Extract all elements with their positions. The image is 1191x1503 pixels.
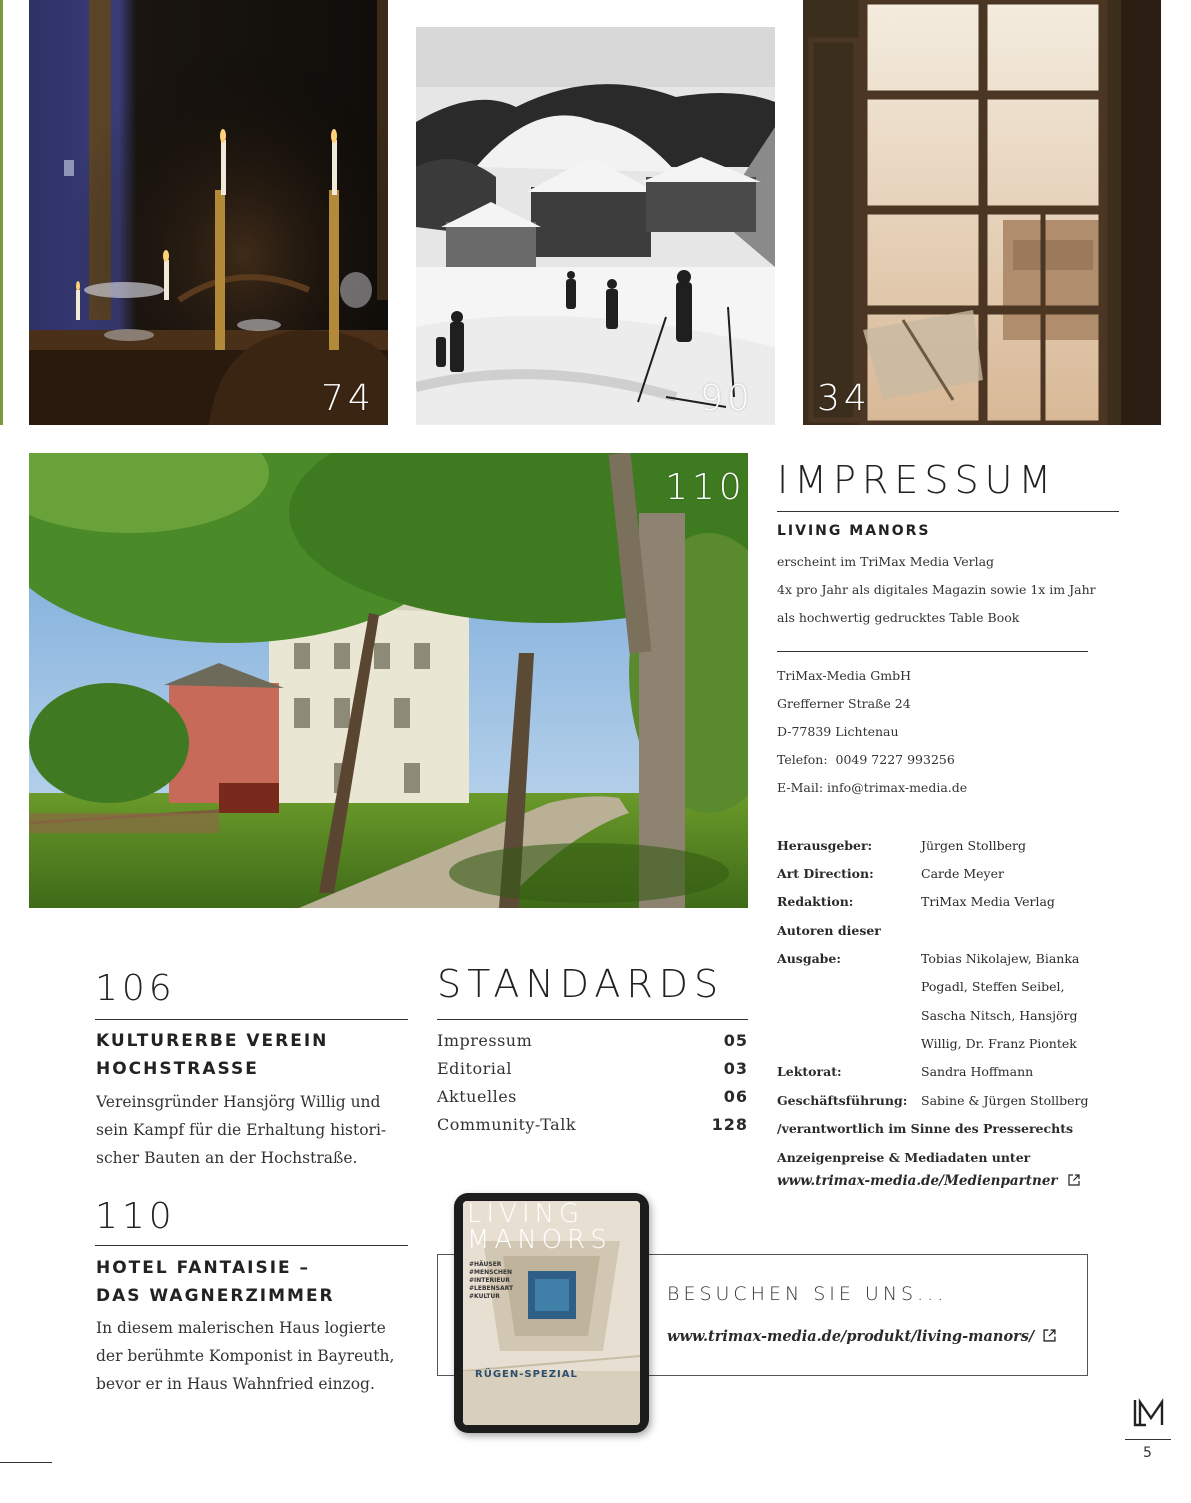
address-street: Grefferner Straße 24 [777, 696, 911, 711]
photo-ski-historic [416, 27, 775, 425]
article-106-text-1: Vereinsgründer Hansjörg Willig und [96, 1093, 381, 1111]
footer-rule-left [0, 1462, 52, 1463]
credit-key: Lektorat: [777, 1064, 842, 1079]
standards-item-page: 05 [723, 1031, 748, 1050]
article-110-page: 110 [95, 1196, 176, 1237]
standards-item[interactable] [437, 1115, 748, 1143]
credit-key: Herausgeber: [777, 838, 873, 853]
photo-hotel-fantaisie-park [29, 453, 748, 908]
external-link-icon [1043, 1329, 1056, 1346]
visit-link[interactable] [667, 1328, 1056, 1346]
tablet-screen-magazine-cover [463, 1201, 640, 1425]
page-ref-90: 90 [700, 378, 754, 419]
page-ref-74: 74 [321, 378, 375, 419]
impressum-heading-rule [777, 511, 1119, 512]
credit-value: Carde Meyer [921, 866, 1004, 881]
article-106-title-2[interactable]: HOCHSTRASSE [96, 1059, 259, 1079]
address-phone: Telefon: 0049 7227 993256 [777, 752, 955, 767]
cover-tag: #KULTUR [469, 1293, 500, 1300]
standards-item-page: 03 [723, 1059, 748, 1078]
address-email[interactable]: E-Mail: info@trimax-media.de [777, 780, 968, 795]
standards-item-label: Aktuelles [437, 1087, 517, 1106]
credit-value: Pogadl, Steffen Seibel, [921, 979, 1065, 994]
media-label: Anzeigenpreise & Mediadaten unter [777, 1150, 1031, 1165]
impressum-heading: IMPRESSUM [777, 458, 1058, 502]
address-company: TriMax-Media GmbH [777, 668, 911, 683]
credit-value: Jürgen Stollberg [921, 838, 1026, 853]
standards-item-label: Editorial [437, 1059, 513, 1078]
standards-item-page: 06 [723, 1087, 748, 1106]
article-110-rule [95, 1245, 408, 1246]
credit-key: Geschäftsführung: [777, 1093, 908, 1108]
credit-value: TriMax Media Verlag [921, 894, 1055, 909]
standards-rule [437, 1019, 748, 1020]
standards-item-page: 128 [711, 1115, 748, 1134]
address-city: D-77839 Lichtenau [777, 724, 899, 739]
impressum-brand: LIVING MANORS [777, 523, 931, 539]
credit-key: Art Direction: [777, 866, 874, 881]
cover-title-2: MANORS [467, 1225, 612, 1255]
standards-item[interactable] [437, 1059, 748, 1087]
credit-value: Willig, Dr. Franz Piontek [921, 1036, 1077, 1051]
credit-key: Redaktion: [777, 894, 854, 909]
credit-key: Autoren dieser [777, 923, 881, 938]
external-link-icon [1068, 1168, 1080, 1196]
article-106-page: 106 [95, 968, 176, 1009]
park-scene-illustration [29, 453, 748, 908]
page-ref-110-photo: 110 [665, 467, 746, 508]
cover-special: RÜGEN-SPEZIAL [475, 1369, 578, 1380]
cover-title-1: LIVING [467, 1201, 585, 1229]
credit-value: Sascha Nitsch, Hansjörg [921, 1008, 1078, 1023]
impressum-intro-2: 4x pro Jahr als digitales Magazin sowie 1x im Jahr [777, 582, 1096, 597]
standards-item[interactable] [437, 1031, 748, 1059]
photo-ruined-window [803, 0, 1161, 425]
photo-candle-interior [29, 0, 388, 425]
visit-link-text[interactable]: www.trimax-media.de/produkt/living-manors/ [667, 1328, 1035, 1345]
article-106-title-1[interactable]: KULTURERBE VEREIN [96, 1031, 329, 1051]
credit-value: Tobias Nikolajew, Bianka [921, 951, 1080, 966]
article-110-title-1[interactable]: HOTEL FANTAISIE – [96, 1258, 311, 1278]
footer-rule-right [1125, 1439, 1171, 1440]
cover-tag: #LEBENSART [469, 1285, 514, 1292]
article-106-text-2: sein Kampf für die Erhaltung histori- [96, 1121, 387, 1139]
lm-logo [1132, 1398, 1166, 1428]
standards-item-label: Impressum [437, 1031, 533, 1050]
lm-logo-mark [1132, 1398, 1166, 1428]
cover-tag: #HÄUSER [469, 1261, 502, 1268]
credit-key: Ausgabe: [777, 951, 841, 966]
window-scene-illustration [803, 0, 1161, 425]
page-ref-34: 34 [817, 378, 871, 419]
cover-tag: #INTERIEUR [469, 1277, 510, 1284]
impressum-intro-1: erscheint im TriMax Media Verlag [777, 554, 995, 569]
page-edge-strip [0, 0, 3, 425]
article-106-rule [95, 1019, 408, 1020]
article-110-text-2: der berühmte Komponist in Bayreuth, [96, 1347, 395, 1365]
impressum-intro-3: als hochwertig gedrucktes Table Book [777, 610, 1020, 625]
visit-heading: BESUCHEN SIE UNS... [667, 1283, 948, 1305]
standards-item-label: Community-Talk [437, 1115, 577, 1134]
media-link[interactable] [777, 1167, 1080, 1196]
standards-heading: STANDARDS [437, 962, 725, 1006]
article-106-text-3: scher Bauten an der Hochstraße. [96, 1149, 358, 1167]
candle-scene-illustration [29, 0, 388, 425]
article-110-title-2[interactable]: DAS WAGNERZIMMER [96, 1286, 335, 1306]
impressum-divider [777, 651, 1088, 652]
article-110-text-1: In diesem malerischen Haus logierte [96, 1319, 386, 1337]
press-responsibility: /verantwortlich im Sinne des Presserechts [777, 1121, 1074, 1136]
credit-value: Sabine & Jürgen Stollberg [921, 1093, 1089, 1108]
standards-item[interactable] [437, 1087, 748, 1115]
cover-tag: #MENSCHEN [469, 1269, 512, 1276]
article-110-text-3: bevor er in Haus Wahnfried einzog. [96, 1375, 375, 1393]
credit-value: Sandra Hoffmann [921, 1064, 1034, 1079]
ski-scene-illustration [416, 27, 775, 425]
page-number: 5 [1143, 1445, 1152, 1461]
media-link-text[interactable]: www.trimax-media.de/Medienpartner [777, 1173, 1058, 1189]
